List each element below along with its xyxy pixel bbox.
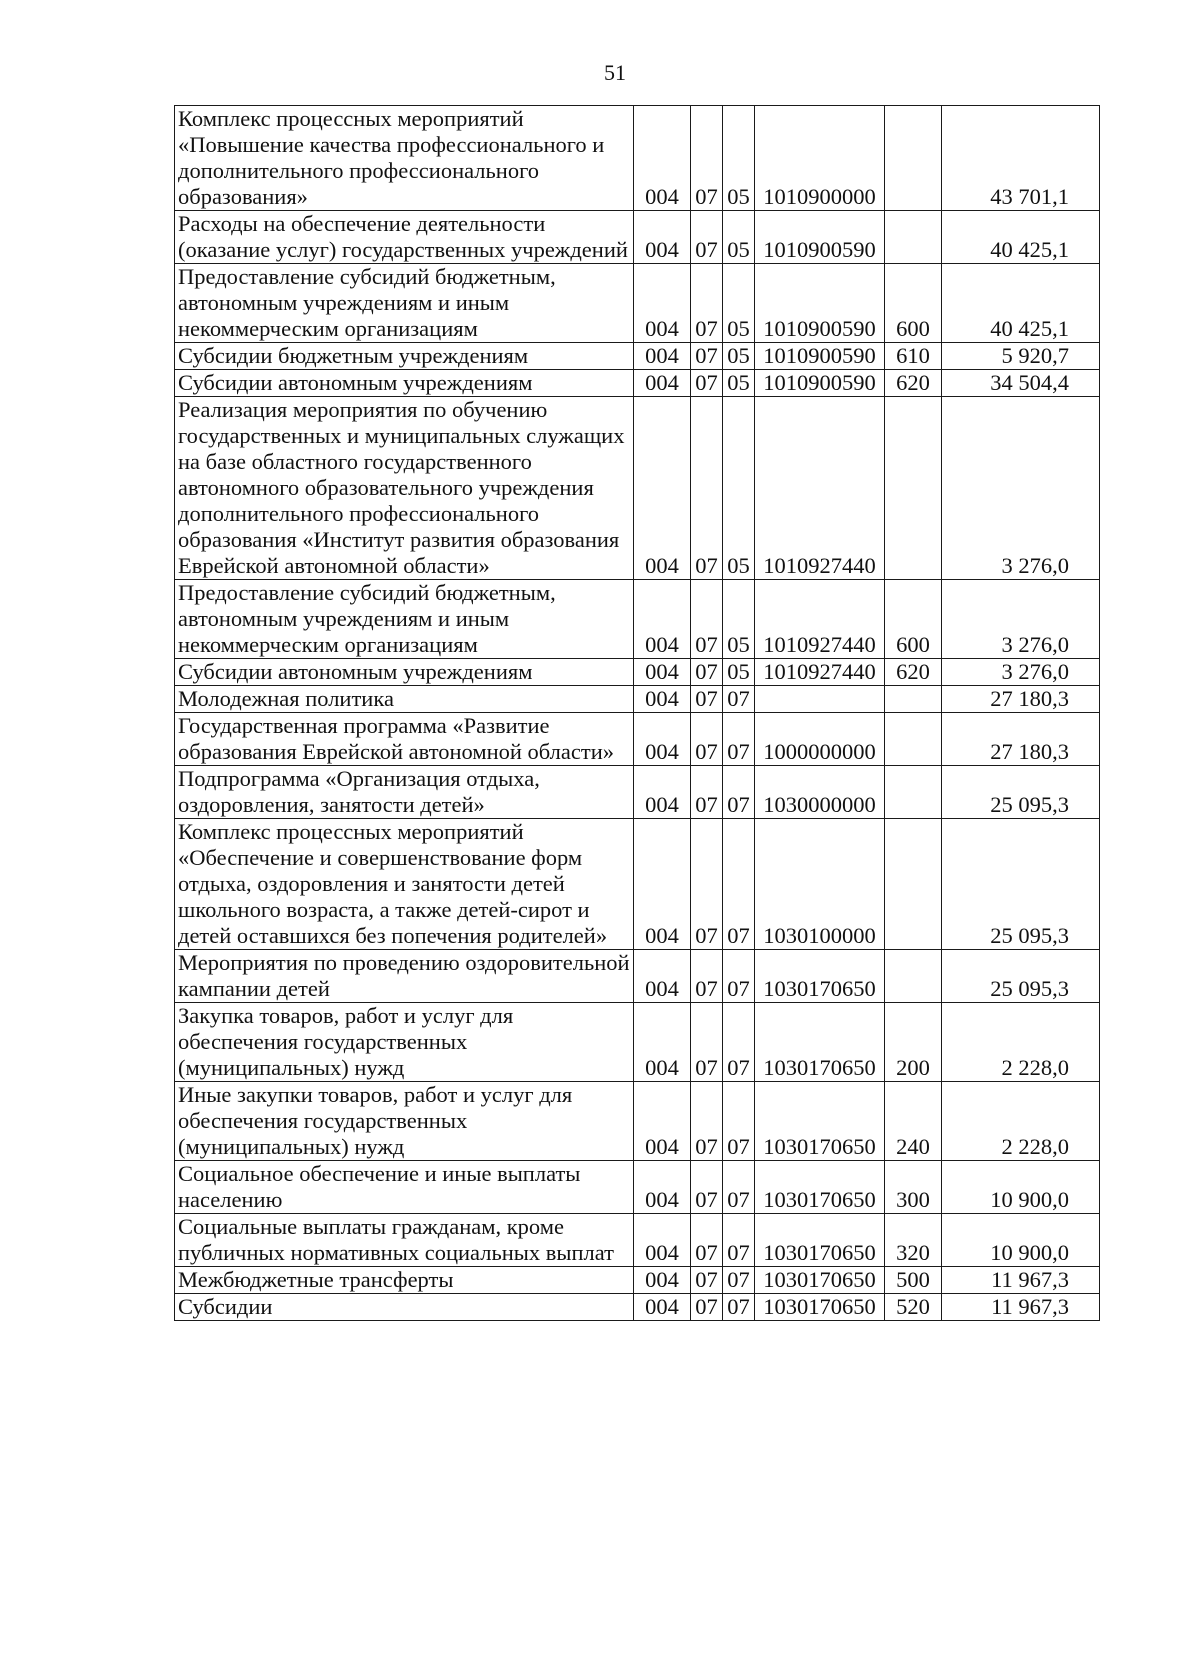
ministry-code-cell: 004: [634, 580, 691, 659]
subsection-code-cell: 05: [723, 211, 755, 264]
amount-cell: 25 095,3: [942, 950, 1100, 1003]
table-row: [175, 1082, 1100, 1161]
row-name-cell: Предоставление субсидий бюджетным, автономным учреждениям и иным некоммерческим организациям: [175, 264, 634, 343]
amount-cell: 27 180,3: [942, 686, 1100, 713]
row-name-cell: Социальные выплаты гражданам, кроме публичных нормативных социальных выплат: [175, 1214, 634, 1267]
target-article-code-cell: 1030100000: [755, 819, 885, 950]
ministry-code-cell: 004: [634, 659, 691, 686]
table-row: [175, 1214, 1100, 1267]
subsection-code-cell: 07: [723, 1294, 755, 1321]
section-code-cell: 07: [691, 659, 723, 686]
target-article-code-cell: 1030170650: [755, 1003, 885, 1082]
table-body: [175, 106, 1100, 1321]
section-code-cell: 07: [691, 1267, 723, 1294]
expense-type-code-cell: [885, 397, 942, 580]
section-code-cell: 07: [691, 397, 723, 580]
section-code-cell: 07: [691, 343, 723, 370]
subsection-code-cell: 07: [723, 766, 755, 819]
section-code-cell: 07: [691, 686, 723, 713]
table-row: [175, 580, 1100, 659]
ministry-code-cell: 004: [634, 397, 691, 580]
table-row: [175, 264, 1100, 343]
page-number: 51: [604, 60, 626, 85]
section-code-cell: 07: [691, 1161, 723, 1214]
amount-cell: 25 095,3: [942, 766, 1100, 819]
row-name-cell: Подпрограмма «Организация отдыха, оздоровления, занятости детей»: [175, 766, 634, 819]
table-row: [175, 713, 1100, 766]
section-code-cell: 07: [691, 1003, 723, 1082]
ministry-code-cell: 004: [634, 370, 691, 397]
target-article-code-cell: 1010927440: [755, 397, 885, 580]
expense-type-code-cell: 620: [885, 659, 942, 686]
expense-type-code-cell: 320: [885, 1214, 942, 1267]
row-name-cell: Иные закупки товаров, работ и услуг для обеспечения государственных (муниципальных) нужд: [175, 1082, 634, 1161]
subsection-code-cell: 05: [723, 264, 755, 343]
budget-table: [174, 105, 1100, 1321]
row-name-cell: Межбюджетные трансферты: [175, 1267, 634, 1294]
amount-cell: 3 276,0: [942, 397, 1100, 580]
ministry-code-cell: 004: [634, 1294, 691, 1321]
target-article-code-cell: 1030170650: [755, 1161, 885, 1214]
expense-type-code-cell: [885, 713, 942, 766]
amount-cell: 27 180,3: [942, 713, 1100, 766]
expense-type-code-cell: [885, 950, 942, 1003]
amount-cell: 10 900,0: [942, 1214, 1100, 1267]
row-name-cell: Реализация мероприятия по обучению государственных и муниципальных служащих на базе областного государственного автономного образовательного учреждения дополнительного профессионального образования «Институт развития образования Еврейской автономной области»: [175, 397, 634, 580]
row-name-cell: Мероприятия по проведению оздоровительной кампании детей: [175, 950, 634, 1003]
amount-cell: 40 425,1: [942, 264, 1100, 343]
ministry-code-cell: 004: [634, 686, 691, 713]
expense-type-code-cell: 240: [885, 1082, 942, 1161]
row-name-cell: Предоставление субсидий бюджетным, автономным учреждениям и иным некоммерческим организациям: [175, 580, 634, 659]
amount-cell: 11 967,3: [942, 1294, 1100, 1321]
table-row: [175, 686, 1100, 713]
expense-type-code-cell: 520: [885, 1294, 942, 1321]
amount-cell: 40 425,1: [942, 211, 1100, 264]
amount-cell: 2 228,0: [942, 1003, 1100, 1082]
ministry-code-cell: 004: [634, 819, 691, 950]
ministry-code-cell: 004: [634, 1214, 691, 1267]
subsection-code-cell: 07: [723, 1082, 755, 1161]
row-name-cell: Субсидии: [175, 1294, 634, 1321]
section-code-cell: 07: [691, 1214, 723, 1267]
row-name-cell: Государственная программа «Развитие образования Еврейской автономной области»: [175, 713, 634, 766]
table-row: [175, 819, 1100, 950]
target-article-code-cell: 1030170650: [755, 1082, 885, 1161]
row-name-cell: Субсидии автономным учреждениям: [175, 370, 634, 397]
subsection-code-cell: 05: [723, 580, 755, 659]
section-code-cell: 07: [691, 580, 723, 659]
amount-cell: 5 920,7: [942, 343, 1100, 370]
expense-type-code-cell: 600: [885, 580, 942, 659]
ministry-code-cell: 004: [634, 211, 691, 264]
expense-type-code-cell: [885, 211, 942, 264]
section-code-cell: 07: [691, 370, 723, 397]
ministry-code-cell: 004: [634, 1003, 691, 1082]
amount-cell: 2 228,0: [942, 1082, 1100, 1161]
target-article-code-cell: 1030170650: [755, 1214, 885, 1267]
table-row: [175, 1294, 1100, 1321]
expense-type-code-cell: [885, 106, 942, 211]
row-name-cell: Закупка товаров, работ и услуг для обеспечения государственных (муниципальных) нужд: [175, 1003, 634, 1082]
amount-cell: 3 276,0: [942, 580, 1100, 659]
target-article-code-cell: 1010927440: [755, 659, 885, 686]
expense-type-code-cell: 620: [885, 370, 942, 397]
target-article-code-cell: 1010900590: [755, 264, 885, 343]
ministry-code-cell: 004: [634, 264, 691, 343]
row-name-cell: Комплекс процессных мероприятий «Повышение качества профессионального и дополнительного профессионального образования»: [175, 106, 634, 211]
target-article-code-cell: 1010900000: [755, 106, 885, 211]
row-name-cell: Расходы на обеспечение деятельности (оказание услуг) государственных учреждений: [175, 211, 634, 264]
subsection-code-cell: 07: [723, 1214, 755, 1267]
table-row: [175, 343, 1100, 370]
target-article-code-cell: 1000000000: [755, 713, 885, 766]
ministry-code-cell: 004: [634, 1161, 691, 1214]
table-row: [175, 766, 1100, 819]
row-name-cell: Субсидии автономным учреждениям: [175, 659, 634, 686]
ministry-code-cell: 004: [634, 106, 691, 211]
target-article-code-cell: 1010900590: [755, 370, 885, 397]
section-code-cell: 07: [691, 1082, 723, 1161]
subsection-code-cell: 07: [723, 1161, 755, 1214]
subsection-code-cell: 05: [723, 370, 755, 397]
ministry-code-cell: 004: [634, 1267, 691, 1294]
ministry-code-cell: 004: [634, 1082, 691, 1161]
section-code-cell: 07: [691, 713, 723, 766]
expense-type-code-cell: [885, 686, 942, 713]
section-code-cell: 07: [691, 819, 723, 950]
target-article-code-cell: 1030170650: [755, 950, 885, 1003]
amount-cell: 3 276,0: [942, 659, 1100, 686]
table-row: [175, 397, 1100, 580]
target-article-code-cell: [755, 686, 885, 713]
section-code-cell: 07: [691, 211, 723, 264]
table-row: [175, 211, 1100, 264]
expense-type-code-cell: [885, 766, 942, 819]
subsection-code-cell: 07: [723, 1003, 755, 1082]
amount-cell: 34 504,4: [942, 370, 1100, 397]
table-row: [175, 1267, 1100, 1294]
subsection-code-cell: 05: [723, 659, 755, 686]
amount-cell: 43 701,1: [942, 106, 1100, 211]
target-article-code-cell: 1010927440: [755, 580, 885, 659]
amount-cell: 11 967,3: [942, 1267, 1100, 1294]
ministry-code-cell: 004: [634, 343, 691, 370]
target-article-code-cell: 1030170650: [755, 1294, 885, 1321]
subsection-code-cell: 07: [723, 819, 755, 950]
amount-cell: 25 095,3: [942, 819, 1100, 950]
target-article-code-cell: 1010900590: [755, 343, 885, 370]
row-name-cell: Молодежная политика: [175, 686, 634, 713]
ministry-code-cell: 004: [634, 950, 691, 1003]
ministry-code-cell: 004: [634, 766, 691, 819]
target-article-code-cell: 1010900590: [755, 211, 885, 264]
target-article-code-cell: 1030170650: [755, 1267, 885, 1294]
amount-cell: 10 900,0: [942, 1161, 1100, 1214]
table-row: [175, 1003, 1100, 1082]
table-row: [175, 370, 1100, 397]
row-name-cell: Социальное обеспечение и иные выплаты населению: [175, 1161, 634, 1214]
section-code-cell: 07: [691, 766, 723, 819]
expense-type-code-cell: 300: [885, 1161, 942, 1214]
subsection-code-cell: 05: [723, 397, 755, 580]
expense-type-code-cell: 200: [885, 1003, 942, 1082]
row-name-cell: Субсидии бюджетным учреждениям: [175, 343, 634, 370]
section-code-cell: 07: [691, 950, 723, 1003]
row-name-cell: Комплекс процессных мероприятий «Обеспечение и совершенствование форм отдыха, оздоровления и занятости детей школьного возраста, а также детей-сирот и детей оставшихся без попечения родителей»: [175, 819, 634, 950]
subsection-code-cell: 07: [723, 1267, 755, 1294]
expense-type-code-cell: 500: [885, 1267, 942, 1294]
section-code-cell: 07: [691, 1294, 723, 1321]
subsection-code-cell: 07: [723, 950, 755, 1003]
table-row: [175, 950, 1100, 1003]
table-row: [175, 659, 1100, 686]
section-code-cell: 07: [691, 264, 723, 343]
ministry-code-cell: 004: [634, 713, 691, 766]
subsection-code-cell: 07: [723, 713, 755, 766]
subsection-code-cell: 05: [723, 106, 755, 211]
section-code-cell: 07: [691, 106, 723, 211]
subsection-code-cell: 07: [723, 686, 755, 713]
target-article-code-cell: 1030000000: [755, 766, 885, 819]
subsection-code-cell: 05: [723, 343, 755, 370]
table-row: [175, 106, 1100, 211]
expense-type-code-cell: [885, 819, 942, 950]
expense-type-code-cell: 610: [885, 343, 942, 370]
expense-type-code-cell: 600: [885, 264, 942, 343]
table-row: [175, 1161, 1100, 1214]
